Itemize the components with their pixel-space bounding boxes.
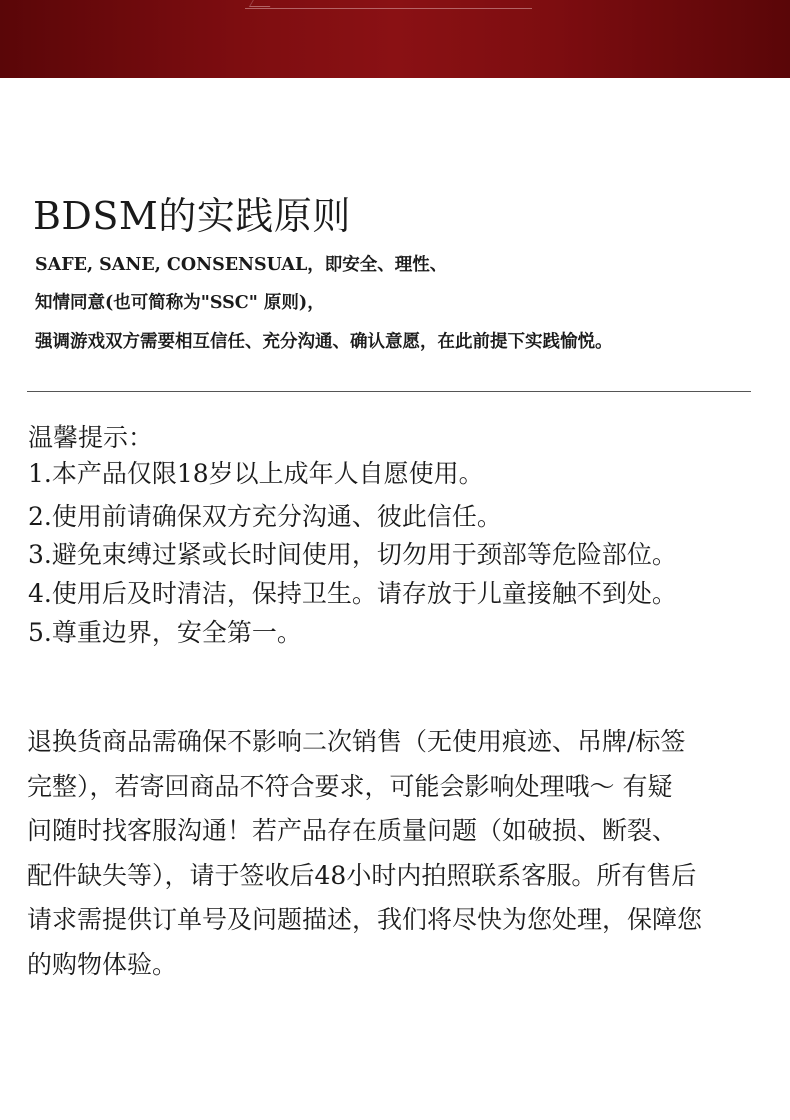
section-divider xyxy=(27,391,751,392)
aftersales-line-5: 请求需提供订单号及问题描述，我们将尽快为您处理，保障您 xyxy=(27,905,703,934)
aftersales-line-3: 问随时找客服沟通！若产品存在质量问题（如破损、断裂、 xyxy=(27,816,678,845)
tips-heading: 温馨提示： xyxy=(28,423,154,452)
tip-item-4: 4.使用后及时清洁，保持卫生。请存放于儿童接触不到处。 xyxy=(28,579,677,608)
aftersales-line-2: 完整），若寄回商品不符合要求，可能会影响处理哦～ 有疑 xyxy=(27,771,673,801)
header-banner xyxy=(0,0,790,78)
aftersales-notice xyxy=(27,720,767,987)
tip-item-5: 5.尊重边界，安全第一。 xyxy=(28,618,302,647)
aftersales-line-4: 配件缺失等），请于签收后48小时内拍照联系客服。所有售后 xyxy=(27,860,697,890)
tip-item-2: 2.使用前请确保双方充分沟通、彼此信任。 xyxy=(28,502,502,531)
tip-item-1: 1.本产品仅限18岁以上成年人自愿使用。 xyxy=(28,459,484,488)
principles-line-3: 强调游戏双方需要相互信任、充分沟通、确认意愿，在此前提下实践愉悦。 xyxy=(35,332,613,352)
aftersales-line-6: 的购物体验。 xyxy=(27,949,178,979)
principles-line-1: SAFE, SANE, CONSENSUAL，即安全、理性、 xyxy=(35,255,448,275)
tip-item-3: 3.避免束缚过紧或长时间使用，切勿用于颈部等危险部位。 xyxy=(28,540,677,569)
aftersales-line-1: 退换货商品需确保不影响二次销售（无使用痕迹、吊牌/标签 xyxy=(27,727,686,756)
principles-title: BDSM的实践原则 xyxy=(33,194,351,238)
principles-line-2: 知情同意(也可简称为"SSC" 原则)， xyxy=(35,293,325,313)
banner-flourish xyxy=(249,0,276,7)
banner-decorative-line xyxy=(245,8,532,9)
